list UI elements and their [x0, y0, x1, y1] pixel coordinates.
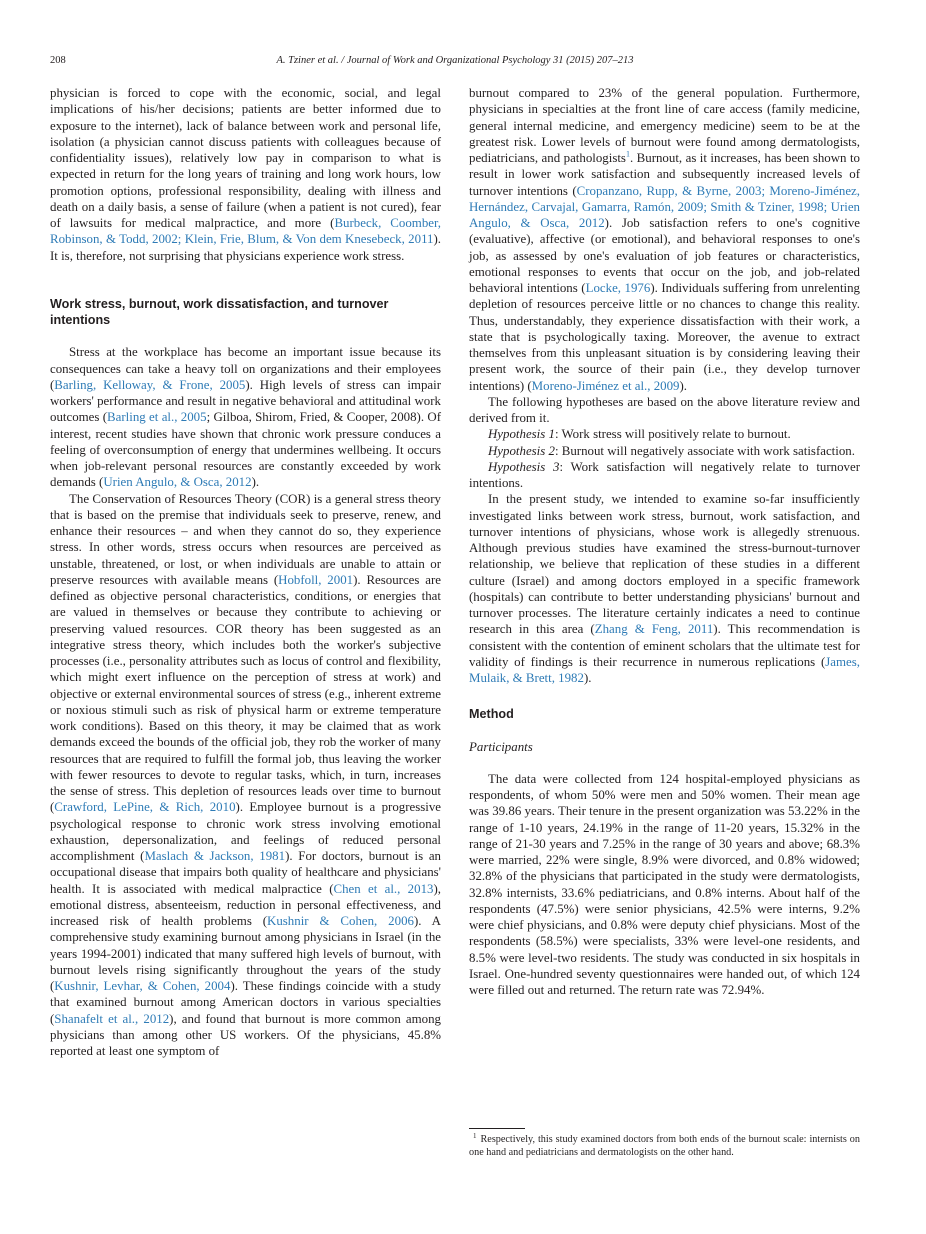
- citation-link[interactable]: Urien Angulo, & Osca, 2012: [103, 475, 252, 490]
- journal-citation: A. Tziner et al. / Journal of Work and Organizational Psychology 31 (2015) 207–213: [276, 55, 634, 66]
- paragraph: In the present study, we intended to examine so-far insufficiently investigated links between work stress, burnout, work satisfaction, and turnover intentions of physicians, whose work is allegedly strenuous. Although previous studies have examined the stress-burnout-turnover relationship, we believe that replication of these studies in a different culture (Israel) and among doctors employed in a specific framework (hospitals) can contribute to better understanding physicians' burnout and turnover processes. The literature certainly indicates a need to continue research in this area (Zhang & Feng, 2011). This recommendation is consistent with the contention of eminent scholars that the ultimate test for validity of findings is their recurrence in numerous replications (James, Mulaik, & Brett, 1982).: [469, 492, 860, 685]
- citation-link[interactable]: Locke, 1976: [585, 281, 651, 295]
- hypothesis: Hypothesis 1: Work stress will positively relate to burnout.: [488, 427, 791, 442]
- citation-link[interactable]: Barling, Kelloway, & Frone, 2005: [54, 377, 246, 392]
- paragraph: physician is forced to cope with the economic, social, and legal implications of his/her decisions; patients are better informed due to exposure to the internet), lack of balance between work and personal life, isolation (a physician cannot discuss patients with colleagues because of confidentiality issues), relatively low pay in comparison to what is expected in return for the long years of training and long work hours, low promotion options, professional responsibility, dealing with illness and death on a daily basis, a sense of failure (when a patient is not cured), fear of lawsuits for medical malpractice, and more (Burbeck, Coomber, Robinson, & Todd, 2002; Klein, Frie, Blum, & Von dem Knesebeck, 2011). It is, therefore, not surprising that physicians experience work stress.: [50, 86, 441, 263]
- citation-link[interactable]: Barling et al., 2005: [107, 410, 207, 425]
- section-heading: Work stress, burnout, work dissatisfaction, and turnover intentions: [50, 296, 389, 327]
- citation-link[interactable]: Kushnir & Cohen, 2006: [267, 914, 414, 928]
- running-header: [50, 55, 860, 71]
- citation-link[interactable]: Kushnir, Levhar, & Cohen, 2004: [54, 979, 231, 993]
- citation-link[interactable]: Cropanzano, Rupp, & Byrne, 2003; Moreno-Jiménez, Hernández, Carvajal, Gamarra, Ramón, 2009; Smith & Tziner, 1998; Urien Angulo, & Osca, 2012: [469, 183, 860, 230]
- citation-link[interactable]: Shanafelt et al., 2012: [54, 1011, 170, 1026]
- citation-link[interactable]: Chen et al., 2013: [333, 881, 434, 896]
- hypothesis: Hypothesis 2: Burnout will negatively associate with work satisfaction.: [488, 443, 855, 458]
- subsection-heading: Participants: [469, 739, 533, 754]
- paragraph: The following hypotheses are based on the above literature review and derived from it.: [469, 394, 860, 425]
- paragraph: burnout compared to 23% of the general population. Furthermore, physicians in specialties at the front line of care access (family medicine, general internal medicine, and emergency medicine) seem to be at the greatest risk. Lower levels of burnout were found among dermatologists, pediatricians, and pathologists$^1$. Burnout, as it increases, has been shown to result in lower work satisfaction and subsequently increased levels of turnover intentions (Cropanzano, Rupp, & Byrne, 2003; Moreno-Jiménez, Hernández, Carvajal, Gamarra, Ramón, 2009; Smith & Tziner, 1998; Urien Angulo, & Osca, 2012). Job satisfaction refers to one's cognitive (evaluative), affective (or emotional), and behavioral responses to one's job, as assessed by one's evaluation of job features or characteristics, emotional responses to events that occur on the job, and job-related behavioral intentions (Locke, 1976). Individuals suffering from unrelenting depletion of resources perceive little or no chances to change this reality. Thus, understandably, they experience dissatisfaction with their work, a state that is psychologically taxing. Moreover, the avenue to extract themselves from this unpleasant situation is by considering leaving their present work, the source of their pain (i.e., they develop turnover intentions) (Moreno-Jiménez et al., 2009).: [469, 86, 860, 393]
- footnote: [469, 1133, 860, 1159]
- citation-link[interactable]: Crawford, LePine, & Rich, 2010: [54, 800, 236, 815]
- hypothesis: Hypothesis 3: Work satisfaction will negatively relate to turnover intentions.: [469, 459, 861, 490]
- page-number: 208: [50, 55, 66, 66]
- paragraph: Stress at the workplace has become an important issue because its consequences can take a heavy toll on organizations and their employees (Barling, Kelloway, & Frone, 2005). High levels of stress can impair workers' performance and result in negative behavioral and attitudinal work outcomes (Barling et al., 2005; Gilboa, Shirom, Fried, & Cooper, 2008). Of interest, recent studies have shown that chronic work pressure conduces a feeling of overconsumption of energy that undermines wellbeing. It occurs when job-relevant personal resources are constantly exceeded by work demands (Urien Angulo, & Osca, 2012).: [50, 345, 442, 490]
- section-heading: Method: [469, 707, 514, 722]
- footnote-marker[interactable]: 1: [625, 149, 630, 159]
- citation-link[interactable]: Hobfoll, 2001: [278, 572, 354, 587]
- footnote-number: 1: [473, 1131, 477, 1140]
- paragraph: The data were collected from 124 hospital-employed physicians as respondents, of whom 50% were men and 50% women. Their mean age was 39.86 years. Their tenure in the present organization was 53.22% in the range of 1-10 years, 24.19% in the range of 11-20 years, 15.32% in the range of 21-30 years and 7.25% in the range of 30 years and above; 68.3% were married, 22% were single, 8.9% were divorced, and 0.8% widowed; 32.8% of the physicians that participated in the study were dermatologists, 32.8% internists, 33.6% pediatricians, and 0.8% interns. About half of the respondents (47.5%) were senior physicians, 42.5% were interns, 9.2% were chief physicians, and 0.8% were deputy chief physicians. Most of the respondents (58.5%) were specialists, 33% were level-one residents, and 8.5% were level-two residents. The study was conducted in six hospitals in Israel. One-hundred seventy questionnaires were handed out, of which 124 were filled out and returned. The return rate was 72.94%.: [469, 771, 860, 997]
- citation-link[interactable]: Burbeck, Coomber, Robinson, & Todd, 2002; Klein, Frie, Blum, & Von dem Knesebeck, 2011: [50, 216, 441, 247]
- citation-link[interactable]: James, Mulaik, & Brett, 1982: [469, 654, 860, 685]
- footnote-text: Respectively, this study examined doctors from both ends of the burnout scale: internists on one hand and pediatricians and dermatologists on the other hand.: [469, 1134, 860, 1158]
- left-column: [50, 85, 441, 1059]
- citation-link[interactable]: Maslach & Jackson, 1981: [144, 849, 286, 863]
- footnote-rule: [469, 1128, 525, 1129]
- citation-link[interactable]: Moreno-Jiménez et al., 2009: [531, 378, 680, 393]
- paragraph: The Conservation of Resources Theory (COR) is a general stress theory that is based on the premise that individuals seek to preserve, renew, and enhance their resources – and when they cannot do so, they experience stress. In other words, stress occurs when resources are perceived as unstable, threatened, or lost, or when individuals are unable to attain or preserve resources with available means (Hobfoll, 2001). Resources are defined as objective personal characteristics, conditions, or energies that are valued in themselves or because they contribute to achieving or preserving valued resources. COR theory has been suggested as an integrative stress theory, which includes both the worker's subjective processes (i.e., personality attributes such as locus of control and flexibility, which might exert influence on the perception of stress at work) and objective or external environmental sources of stress (e.g., inherent extreme or noxious stimuli such as risk of physical harm or extreme temperature work conditions). Based on this theory, it may be claimed that as work demands exceed the bounds of the official job, they rob the worker of many resources that are required to fulfill the formal job, thus leaving the worker with fewer resources to devote to regular tasks, which, in turn, increases the sense of stress. This depletion of resources leads over time to burnout (Crawford, LePine, & Rich, 2010). Employee burnout is a progressive psychological response to chronic work stress involving emotional exhaustion, depersonalization, and feelings of reduced personal accomplishment (Maslach & Jackson, 1981). For doctors, burnout is an occupational disease that impairs both quality of healthcare and physicians' health. It is associated with medical malpractice (Chen et al., 2013), emotional distress, absenteeism, reduction in personal effectiveness, and increased risk of health problems (Kushnir & Cohen, 2006). A comprehensive study examining burnout among physicians in Israel (in the years 1994-2001) indicated that many suffered high levels of burnout, with burnout levels rising significantly throughout the years of the study (Kushnir, Levhar, & Cohen, 2004). These findings coincide with a study that examined burnout among American doctors in various specialties (Shanafelt et al., 2012), and found that burnout is more common among physicians than among other US workers. Of the physicians, 45.8% reported at least one symptom of: [50, 491, 442, 1058]
- citation-link[interactable]: Zhang & Feng, 2011: [594, 622, 714, 637]
- right-column: [469, 85, 860, 998]
